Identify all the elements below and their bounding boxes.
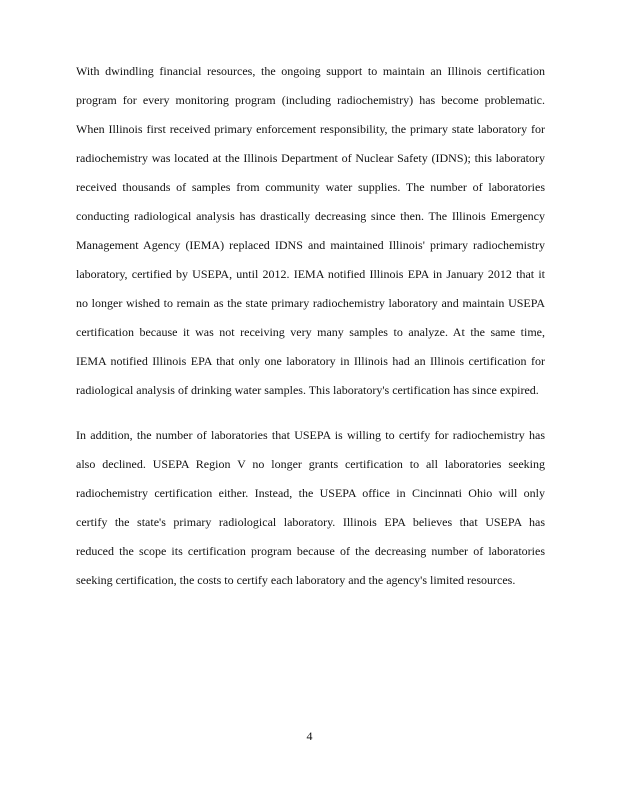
text-line: certify the state's primary radiological laboratory. Illinois EPA believes that USEPA has: [76, 515, 545, 529]
text-line: radiological analysis of drinking water samples. This laboratory's certification has since expired.: [76, 383, 539, 397]
text-line: received thousands of samples from community water supplies. The number of laboratories: [76, 180, 545, 194]
text-line: no longer wished to remain as the state primary radiochemistry laboratory and maintain USEPA: [76, 296, 545, 310]
paragraph-usepa-scope: [76, 421, 545, 595]
text-line: certification because it was not receiving very many samples to analyze. At the same time,: [76, 325, 545, 339]
text-line: IEMA notified Illinois EPA that only one laboratory in Illinois had an Illinois certification for: [76, 354, 545, 368]
text-line: In addition, the number of laboratories that USEPA is willing to certify for radiochemistry has: [76, 428, 545, 442]
text-line: When Illinois first received primary enforcement responsibility, the primary state laboratory for: [76, 122, 545, 136]
text-line: laboratory, certified by USEPA, until 2012. IEMA notified Illinois EPA in January 2012 that it: [76, 267, 545, 281]
text-line: conducting radiological analysis has drastically decreasing since then. The Illinois Emergency: [76, 209, 545, 223]
text-line: also declined. USEPA Region V no longer grants certification to all laboratories seeking: [76, 457, 545, 471]
page-number: 4: [306, 729, 313, 743]
text-line: Management Agency (IEMA) replaced IDNS and maintained Illinois' primary radiochemistry: [76, 238, 545, 252]
text-line: With dwindling financial resources, the ongoing support to maintain an Illinois certification: [76, 64, 545, 78]
text-line: program for every monitoring program (including radiochemistry) has become problematic.: [76, 93, 545, 107]
text-line: radiochemistry certification either. Instead, the USEPA office in Cincinnati Ohio will only: [76, 486, 545, 500]
paragraph-certification-history: [76, 57, 545, 405]
text-line: reduced the scope its certification program because of the decreasing number of laboratories: [76, 544, 545, 558]
text-line: seeking certification, the costs to certify each laboratory and the agency's limited resources.: [76, 573, 516, 587]
text-line: radiochemistry was located at the Illinois Department of Nuclear Safety (IDNS); this laboratory: [76, 151, 545, 165]
